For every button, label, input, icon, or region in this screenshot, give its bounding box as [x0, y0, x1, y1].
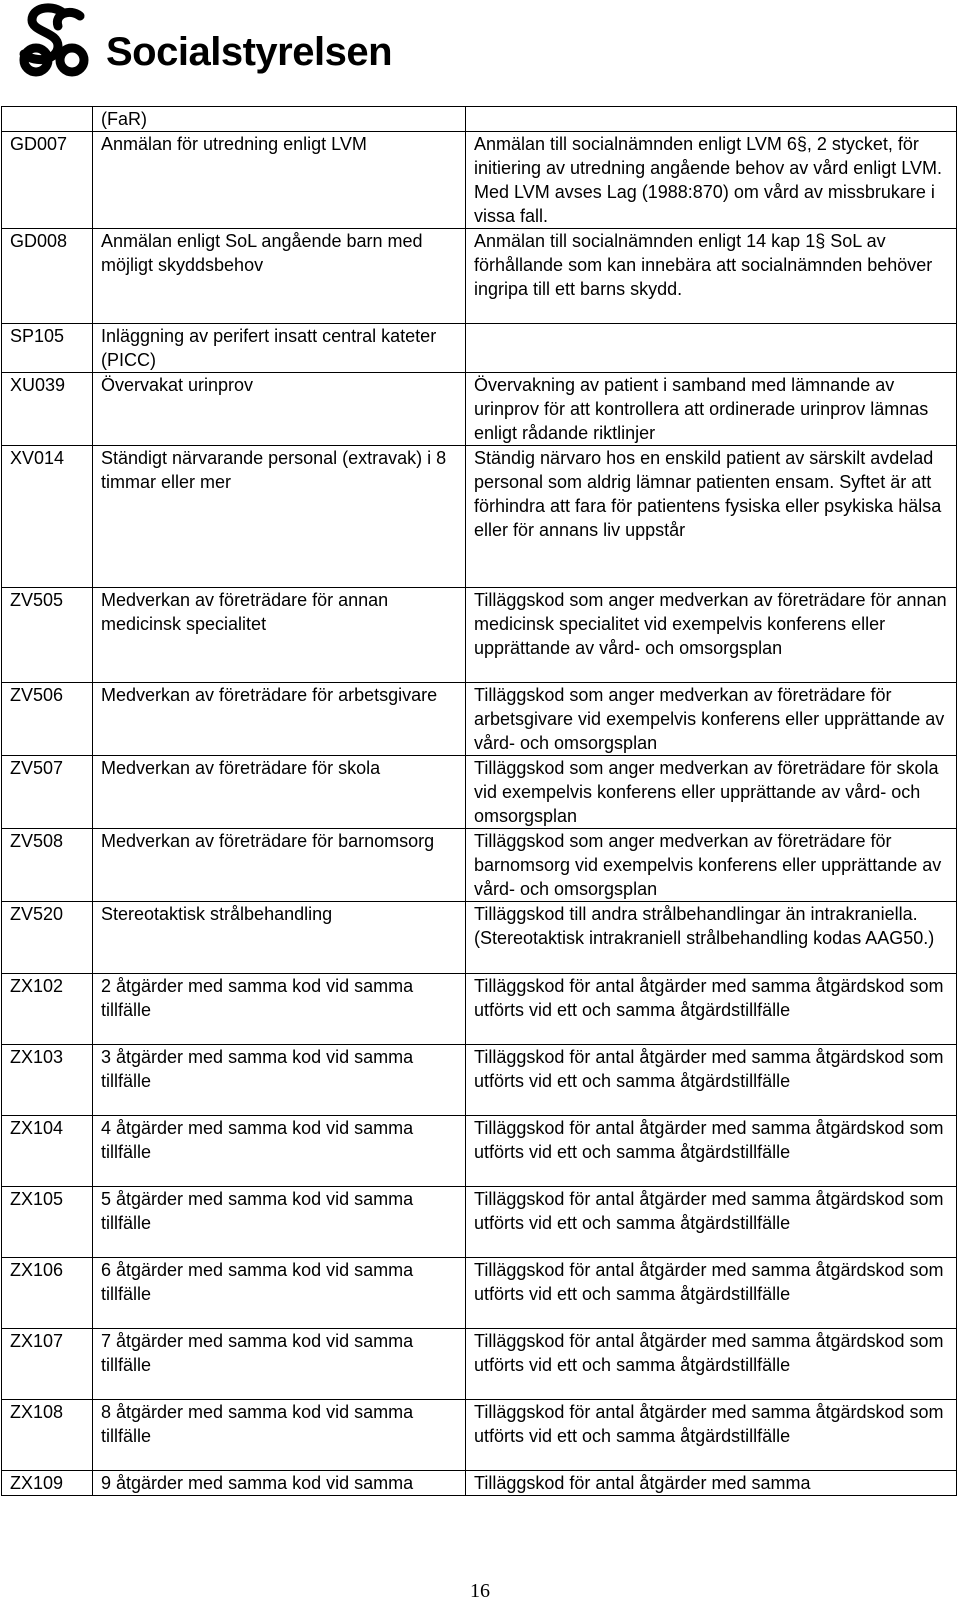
description-cell: Tilläggskod för antal åtgärder med samma	[466, 1471, 957, 1496]
name-cell: Medverkan av företrädare för skola	[93, 756, 466, 829]
name-cell: 8 åtgärder med samma kod vid samma tillfälle	[93, 1400, 466, 1471]
table-row	[2, 974, 957, 1045]
name-cell: (FaR)	[93, 107, 466, 132]
code-cell: ZX107	[2, 1329, 93, 1400]
table-row	[2, 1329, 957, 1400]
code-cell: ZV507	[2, 756, 93, 829]
description-cell: Tilläggskod för antal åtgärder med samma åtgärdskod som utförts vid ett och samma åtgärdstillfälle	[466, 1258, 957, 1329]
code-cell: XU039	[2, 373, 93, 446]
socialstyrelsen-logo-icon	[10, 2, 100, 78]
description-cell: Tilläggskod som anger medverkan av företrädare för annan medicinsk specialitet vid exempelvis konferens eller upprättande av vård- och omsorgsplan	[466, 588, 957, 683]
name-cell: Medverkan av företrädare för annan medicinsk specialitet	[93, 588, 466, 683]
page-number: 16	[470, 1580, 490, 1602]
table-row	[2, 1258, 957, 1329]
name-cell: Ständigt närvarande personal (extravak) i 8 timmar eller mer	[93, 446, 466, 588]
table-row	[2, 902, 957, 974]
code-cell: ZV520	[2, 902, 93, 974]
description-cell: Ständig närvaro hos en enskild patient av särskilt avdelad personal som aldrig lämnar patienten ensam. Syftet är att förhindra att fara för patientens fysiska eller psykiska hälsa eller för annans liv uppstår	[466, 446, 957, 588]
description-cell: Tilläggskod som anger medverkan av företrädare för barnomsorg vid exempelvis konferens eller upprättande av vård- och omsorgsplan	[466, 829, 957, 902]
table-row	[2, 683, 957, 756]
table-row	[2, 829, 957, 902]
procedure-code-table	[1, 106, 957, 1496]
name-cell: 5 åtgärder med samma kod vid samma tillfälle	[93, 1187, 466, 1258]
name-cell: 6 åtgärder med samma kod vid samma tillfälle	[93, 1258, 466, 1329]
description-cell: Övervakning av patient i samband med lämnande av urinprov för att kontrollera att ordinerade urinprov lämnas enligt rådande riktlinjer	[466, 373, 957, 446]
table-row	[2, 132, 957, 229]
code-cell: XV014	[2, 446, 93, 588]
name-cell: Inläggning av perifert insatt central kateter (PICC)	[93, 324, 466, 373]
code-cell: ZV508	[2, 829, 93, 902]
description-cell: Tilläggskod till andra strålbehandlingar än intrakraniella. (Stereotaktisk intrakraniell strålbehandling kodas AAG50.)	[466, 902, 957, 974]
description-cell: Tilläggskod för antal åtgärder med samma åtgärdskod som utförts vid ett och samma åtgärdstillfälle	[466, 1400, 957, 1471]
name-cell: Stereotaktisk strålbehandling	[93, 902, 466, 974]
description-cell: Tilläggskod för antal åtgärder med samma åtgärdskod som utförts vid ett och samma åtgärdstillfälle	[466, 974, 957, 1045]
code-cell: ZX102	[2, 974, 93, 1045]
description-cell	[466, 324, 957, 373]
table-row	[2, 229, 957, 324]
name-cell: 7 åtgärder med samma kod vid samma tillfälle	[93, 1329, 466, 1400]
name-cell: 4 åtgärder med samma kod vid samma tillfälle	[93, 1116, 466, 1187]
page-header	[10, 2, 430, 82]
code-cell: ZX106	[2, 1258, 93, 1329]
table-row	[2, 324, 957, 373]
name-cell: Övervakat urinprov	[93, 373, 466, 446]
name-cell: 2 åtgärder med samma kod vid samma tillfälle	[93, 974, 466, 1045]
name-cell: Medverkan av företrädare för barnomsorg	[93, 829, 466, 902]
description-cell: Tilläggskod för antal åtgärder med samma åtgärdskod som utförts vid ett och samma åtgärdstillfälle	[466, 1045, 957, 1116]
description-cell: Tilläggskod för antal åtgärder med samma åtgärdskod som utförts vid ett och samma åtgärdstillfälle	[466, 1187, 957, 1258]
code-cell: GD007	[2, 132, 93, 229]
name-cell: Anmälan enligt SoL angående barn med möjligt skyddsbehov	[93, 229, 466, 324]
description-cell	[466, 107, 957, 132]
code-cell: GD008	[2, 229, 93, 324]
name-cell: 9 åtgärder med samma kod vid samma	[93, 1471, 466, 1496]
description-cell: Tilläggskod som anger medverkan av företrädare för skola vid exempelvis konferens eller upprättande av vård- och omsorgsplan	[466, 756, 957, 829]
table-row	[2, 446, 957, 588]
description-cell: Anmälan till socialnämnden enligt 14 kap 1§ SoL av förhållande som kan innebära att socialnämnden behöver ingripa till ett barns skydd.	[466, 229, 957, 324]
table-body	[2, 107, 957, 1496]
name-cell: Medverkan av företrädare för arbetsgivare	[93, 683, 466, 756]
table-row	[2, 1187, 957, 1258]
description-cell: Anmälan till socialnämnden enligt LVM 6§, 2 stycket, för initiering av utredning angående behov av vård enligt LVM. Med LVM avses Lag (1988:870) om vård av missbrukare i vissa fall.	[466, 132, 957, 229]
table-row	[2, 1400, 957, 1471]
code-cell: ZV506	[2, 683, 93, 756]
name-cell: Anmälan för utredning enligt LVM	[93, 132, 466, 229]
table-row	[2, 1045, 957, 1116]
code-cell: ZX103	[2, 1045, 93, 1116]
code-cell	[2, 107, 93, 132]
code-cell: ZV505	[2, 588, 93, 683]
code-cell: SP105	[2, 324, 93, 373]
logo-text: Socialstyrelsen	[106, 30, 392, 74]
table-row	[2, 756, 957, 829]
description-cell: Tilläggskod för antal åtgärder med samma åtgärdskod som utförts vid ett och samma åtgärdstillfälle	[466, 1116, 957, 1187]
table-row	[2, 373, 957, 446]
description-cell: Tilläggskod för antal åtgärder med samma åtgärdskod som utförts vid ett och samma åtgärdstillfälle	[466, 1329, 957, 1400]
name-cell: 3 åtgärder med samma kod vid samma tillfälle	[93, 1045, 466, 1116]
code-cell: ZX109	[2, 1471, 93, 1496]
table-row	[2, 107, 957, 132]
code-cell: ZX105	[2, 1187, 93, 1258]
code-cell: ZX108	[2, 1400, 93, 1471]
table-row	[2, 1116, 957, 1187]
table-row	[2, 588, 957, 683]
code-cell: ZX104	[2, 1116, 93, 1187]
description-cell: Tilläggskod som anger medverkan av företrädare för arbetsgivare vid exempelvis konferens eller upprättande av vård- och omsorgsplan	[466, 683, 957, 756]
table-row	[2, 1471, 957, 1496]
